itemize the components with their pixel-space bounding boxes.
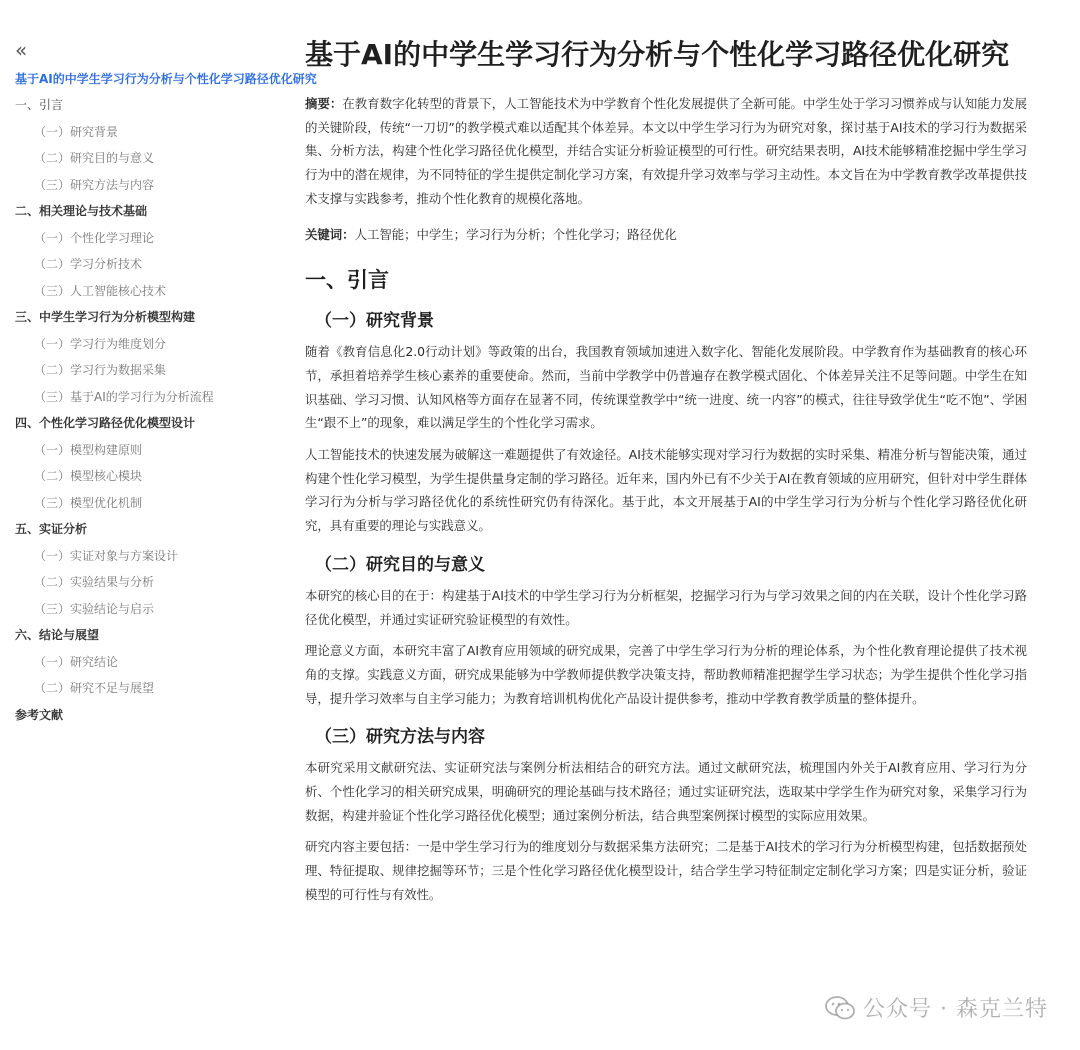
subsection-heading-background: （一）研究背景 (315, 311, 434, 332)
toc-item-behavior-data[interactable]: （二）学习行为数据采集 (34, 363, 167, 377)
paragraph: 随着《教育信息化2.0行动计划》等政策的出台，我国教育领域加速进入数字化、智能化发展阶段。中学教育作为基础教育的核心环节，承担着培养学生核心素养的重要使命。然而，当前中学教学中仍普遍存在教学模式固化、个体差异关注不足等问题。中学生在知识基础、学习习惯、认知风格等方面存在显著不同，传统课堂教学中“统一进度、统一内容”的模式，往往导致学优生“吃不饱”、学困生“跟不上”的现象，难以满足学生的个性化学习需求。 (305, 344, 1027, 431)
toc-item-behavior-model[interactable]: 三、中学生学习行为分析模型构建 (15, 310, 196, 324)
toc-list (15, 70, 317, 728)
toc-item-model-optimization[interactable]: （三）模型优化机制 (34, 495, 143, 510)
abstract-label: 摘要： (305, 96, 343, 111)
watermark (825, 992, 1048, 1023)
toc-item-empirical[interactable]: 五、实证分析 (15, 522, 88, 536)
toc-item-background[interactable]: （一）研究背景 (34, 124, 119, 139)
toc-item-model-principles[interactable]: （一）模型构建原则 (34, 442, 143, 457)
toc-item-ai-core[interactable]: （三）人工智能核心技术 (34, 283, 167, 298)
toc-item-learning-analytics[interactable]: （二）学习分析技术 (34, 257, 143, 271)
toc-item-conclusion[interactable]: 六、结论与展望 (15, 628, 100, 642)
abstract-paragraph (305, 92, 1027, 211)
toc-item-purpose[interactable]: （二）研究目的与意义 (34, 151, 155, 165)
paragraph: 本研究采用文献研究法、实证研究法与案例分析法相结合的研究方法。通过文献研究法，梳理国内外关于AI教育应用、学习行为分析、个性化学习的相关研究成果，明确研究的理论基础与技术路径；通过实证研究法，选取某中学学生作为研究对象，采集学习行为数据，构建并验证个性化学习路径优化模型；通过案例分析法，结合典型案例探讨模型的实际应用效果。 (305, 760, 1027, 823)
toc-item-path-model[interactable]: 四、个性化学习路径优化模型设计 (15, 416, 196, 430)
document-body (305, 30, 1027, 915)
toc-item-theory[interactable]: 二、相关理论与技术基础 (15, 204, 148, 218)
paragraph: 理论意义方面，本研究丰富了AI教育应用领域的研究成果，完善了中学生学习行为分析的理论体系，为个性化教育理论提供了技术视角的支撑。实践意义方面，研究成果能够为中学教师提供教学决策支持，帮助教师精准把握学生学习状态；为学生提供个性化学习指导，提升学习效率与自主学习能力；为教育培训机构优化产品设计提供参考，推动中学教育教学质量的整体提升。 (305, 643, 1027, 706)
keywords-text: 人工智能；中学生；学习行为分析；个性化学习；路径优化 (354, 226, 677, 242)
toc-item-title[interactable]: 基于AI的中学生学习行为分析与个性化学习路径优化研究 (15, 72, 317, 86)
keywords-label: 关键词： (305, 226, 355, 242)
toc-item-conclusions-implications[interactable]: （三）实验结论与启示 (34, 601, 155, 616)
paragraph: 本研究的核心目的在于：构建基于AI技术的中学生学习行为分析框架，挖掘学习行为与学习效果之间的内在关联，设计个性化学习路径优化模型，并通过实证研究验证模型的有效性。 (305, 587, 1027, 627)
toc-item-empirical-design[interactable]: （一）实证对象与方案设计 (34, 548, 179, 563)
page-title: 基于AI的中学生学习行为分析与个性化学习路径优化研究 (305, 38, 1010, 71)
toc-item-methods[interactable]: （三）研究方法与内容 (34, 177, 155, 192)
subsection-heading-methods: （三）研究方法与内容 (315, 727, 485, 748)
toc-item-research-conclusions[interactable]: （一）研究结论 (34, 654, 119, 669)
toc-item-limitations[interactable]: （二）研究不足与展望 (34, 681, 155, 695)
toc-sidebar (0, 0, 317, 1050)
wechat-icon (825, 995, 855, 1021)
paragraph: 研究内容主要包括：一是中学生学习行为的维度划分与数据采集方法研究；二是基于AI技术的学习行为分析模型构建，包括数据预处理、特征提取、规律挖掘等环节；三是个性化学习路径优化模型设计，结合学生学习特征制定定制化学习方案；四是实证分析，验证模型的可行性与有效性。 (305, 839, 1027, 902)
abstract-text: 在教育数字化转型的背景下，人工智能技术为中学教育个性化发展提供了全新可能。中学生处于学习习惯养成与认知能力发展的关键阶段，传统“一刀切”的教学模式难以适配其个体差异。本文以中学生学习行为为研究对象，探讨基于AI技术的学习行为数据采集、分析方法，构建个性化学习路径优化模型，并结合实证分析验证模型的可行性。研究结果表明，AI技术能够精准挖掘中学生学习行为中的潜在规律，为不同特征的学生提供定制化学习方案，有效提升学习效率与学习主动性。本文旨在为中学教育教学改革提供技术支撑与实践参考，推动个性化教育的规模化落地。 (305, 96, 1028, 206)
toc-item-behavior-dimensions[interactable]: （一）学习行为维度划分 (34, 336, 167, 351)
toc-item-references[interactable]: 参考文献 (15, 707, 64, 722)
watermark-text: 公众号 · 森克兰特 (863, 997, 1048, 1022)
keywords-paragraph (305, 223, 1027, 247)
section-heading-intro: 一、引言 (305, 268, 389, 293)
toc-item-ai-analysis-flow[interactable]: （三）基于AI的学习行为分析流程 (34, 389, 214, 404)
toc-item-results[interactable]: （二）实验结果与分析 (34, 575, 155, 589)
subsection-heading-purpose: （二）研究目的与意义 (315, 554, 485, 575)
toc-item-model-modules[interactable]: （二）模型核心模块 (34, 469, 143, 483)
collapse-sidebar-icon[interactable]: « (15, 38, 28, 62)
toc-item-personalized-theory[interactable]: （一）个性化学习理论 (34, 230, 155, 245)
toc-item-intro[interactable]: 一、引言 (15, 98, 64, 112)
paragraph: 人工智能技术的快速发展为破解这一难题提供了有效途径。AI技术能够实现对学习行为数据的实时采集、精准分析与智能决策，通过构建个性化学习模型，为学生提供量身定制的学习路径。近年来，国内外已有不少关于AI在教育领域的应用研究，但针对中学生群体学习行为分析与学习路径优化的系统性研究仍有待深化。基于此，本文开展基于AI的中学生学习行为分析与个性化学习路径优化研究，具有重要的理论与实践意义。 (305, 447, 1027, 534)
